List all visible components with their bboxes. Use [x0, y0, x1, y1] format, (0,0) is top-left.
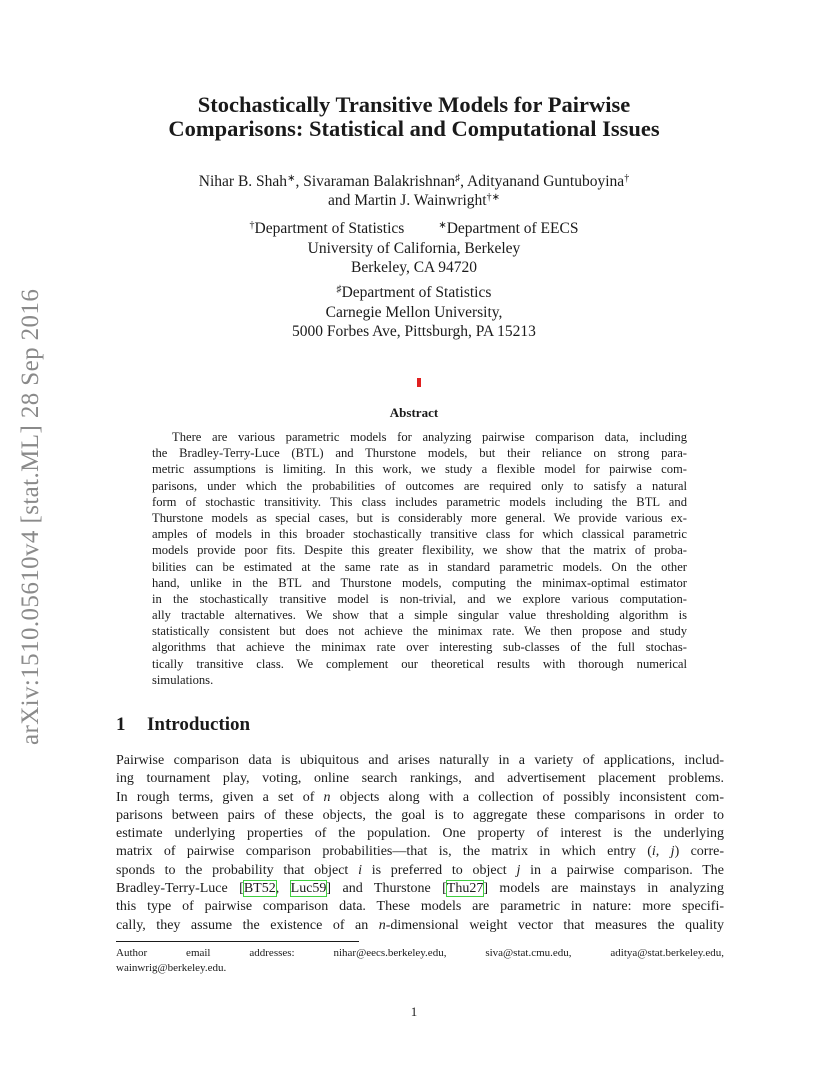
section-heading: [116, 714, 250, 736]
intro-line: parisons between pairs of these objects, the goal is to aggregate these comparisons in order to: [116, 807, 724, 823]
author-guntuboyina: , Adityanand Guntuboyina: [460, 173, 625, 190]
author-list: [60, 172, 768, 210]
abstract-heading: Abstract: [389, 405, 439, 420]
intro-line: In rough terms, given a set of n objects along with a collection of possibly inconsistent com-: [116, 789, 724, 805]
abstract-line: in the stochastically transitive model is non-trivial, and we explore various computation-: [152, 591, 687, 606]
cmu-dept: Department of Statistics: [341, 284, 492, 301]
math-var: n: [378, 917, 386, 933]
dept-eecs: Department of EECS: [446, 220, 579, 237]
footnote-line: Author email addresses: nihar@eecs.berkeley.edu, siva@stat.cmu.edu, aditya@stat.berkeley.edu,: [116, 947, 724, 959]
intro-line: cally, they assume the existence of an n-dimensional weight vector that measures the quality: [116, 917, 724, 933]
abstract-line: There are various parametric models for analyzing pairwise comparison data, including: [172, 430, 687, 444]
abstract-line: ally tractable alternatives. We show that a simple singular value thresholding algorithm is: [152, 608, 687, 623]
dept-statistics: Department of Statistics: [254, 220, 405, 237]
citation-link-bt52[interactable]: BT52: [243, 881, 276, 897]
author-wainwright: and Martin J. Wainwright: [327, 192, 487, 209]
citation-link-thu27[interactable]: Thu27: [446, 881, 484, 897]
abstract-line: algorithms that achieve the minimax rate over interesting sub-classes of the full stochas-: [152, 640, 687, 655]
abstract-line: amples of models in this broader stochastically transitive class for which classical parametric: [152, 527, 687, 542]
author-guntuboyina-mark: †: [624, 173, 630, 184]
uc-berkeley-name: University of California, Berkeley: [307, 239, 521, 257]
authors-line-2: [60, 191, 768, 210]
math-var: n: [323, 789, 331, 805]
footnote-divider: [116, 941, 359, 942]
arxiv-identifier-stamp: arXiv:1510.05610v4 [stat.ML] 28 Sep 2016: [17, 288, 44, 745]
author-shah: Nihar B. Shah: [198, 173, 288, 190]
section-title: Introduction: [147, 714, 251, 735]
cmu-address: 5000 Forbes Ave, Pittsburgh, PA 15213: [292, 323, 536, 340]
dept-stats-mark: †: [249, 220, 255, 231]
math-var: i: [358, 862, 362, 878]
cmu-dept-row: [60, 283, 768, 303]
author-wainwright-mark: †∗: [486, 192, 500, 203]
math-var: i, j: [651, 844, 675, 860]
intro-line: Pairwise comparison data is ubiquitous and arises naturally in a variety of applications, includ-: [116, 753, 724, 768]
affiliation-berkeley: [60, 219, 768, 278]
abstract-line: simulations.: [152, 672, 214, 687]
intro-line: estimate underlying properties of the population. One property of interest is the underlying: [116, 826, 724, 842]
affiliation-cmu: [60, 283, 768, 342]
red-marker: [417, 378, 421, 387]
abstract-line: the Bradley-Terry-Luce (BTL) and Thurstone models, but their reliance on strong para-: [152, 446, 687, 461]
abstract-body: [152, 429, 687, 688]
abstract-line: metric assumptions is limiting. In this work, we study a flexible model for pairwise com-: [152, 462, 687, 477]
dept-eecs-mark: ∗: [438, 220, 447, 231]
paper-title: [60, 93, 768, 141]
intro-line: matrix of pairwise comparison probabilities—that is, the matrix in which entry (i, j) corre-: [116, 844, 724, 860]
introduction-paragraph: [116, 752, 724, 935]
abstract-line: tically transitive class. We complement our theoretical results with thorough numerical: [152, 656, 687, 671]
intro-line: Bradley-Terry-Luce [BT52, Luc59] and Thurstone [Thu27] models are mainstays in analyzing: [116, 881, 724, 897]
abstract-line: hand, unlike in the BTL and Thurstone models, computing the minimax-optimal estimator: [152, 575, 687, 590]
cmu-mark: ♯: [336, 284, 342, 295]
title-line-2: Comparisons: Statistical and Computational Issues: [168, 116, 660, 141]
section-number: 1: [116, 714, 126, 735]
cmu-name: Carnegie Mellon University,: [325, 303, 503, 321]
author-shah-mark: ∗: [287, 173, 296, 184]
abstract-line: models provide poor fits. Despite this greater flexibility, we show that the matrix of proba-: [152, 543, 687, 558]
citation-link-luc59[interactable]: Luc59: [290, 881, 327, 897]
abstract-line: statistically consistent but does not achieve the minimax rate. We then propose and study: [152, 624, 687, 639]
authors-line-1: [60, 172, 768, 191]
intro-line: this type of pairwise comparison data. These models are parametric in nature: more specifi-: [116, 899, 724, 915]
math-var: j: [516, 862, 521, 878]
footnote-line: wainwrig@berkeley.edu.: [116, 962, 227, 974]
departments-row: [60, 219, 768, 239]
uc-berkeley-city: Berkeley, CA 94720: [351, 259, 477, 276]
footnote: [116, 946, 724, 976]
author-balakrishnan: , Sivaraman Balakrishnan: [295, 173, 456, 190]
abstract-line: bilities can be estimated at the same rate as in standard parametric models. On the other: [152, 559, 687, 574]
intro-line: sponds to the probability that object i is preferred to object j in a pairwise comparison. The: [116, 862, 724, 878]
author-balakrishnan-mark: ♯: [455, 173, 461, 184]
title-line-1: Stochastically Transitive Models for Pairwise: [197, 92, 631, 117]
page-number: 1: [410, 1004, 418, 1019]
abstract-line: Thurstone models as special cases, but is considerably more general. We provide various ex-: [152, 510, 687, 525]
abstract-line: parisons, under which the probabilities of outcomes are required only to satisfy a natural: [152, 478, 687, 493]
intro-line: ing tournament play, voting, online search rankings, and advertisement placement problems.: [116, 771, 724, 787]
abstract-line: form of stochastic transitivity. This class includes parametric models including the BTL and: [152, 494, 687, 509]
